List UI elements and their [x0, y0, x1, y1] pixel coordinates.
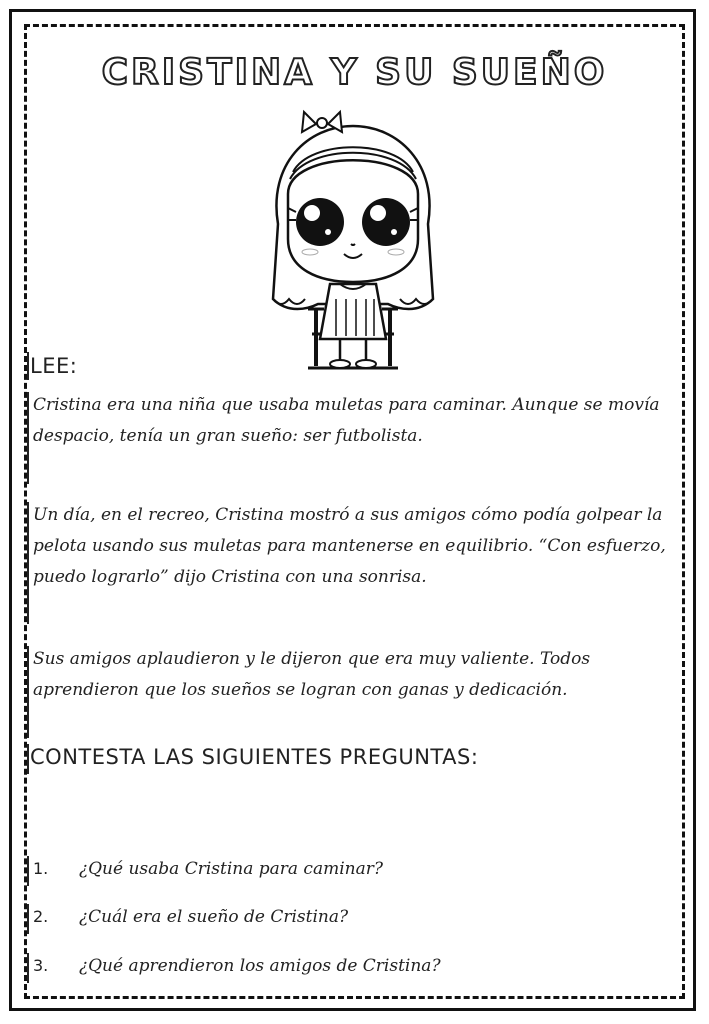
paragraph-1: Cristina era una niña que usaba muletas para caminar. Aunque se movía despacio, tenía un gran sueño: ser futbolista. [33, 395, 660, 446]
paragraph-3: Sus amigos aplaudieron y le dijeron que era muy valiente. Todos aprendieron que los sueños se logran con ganas y dedicación. [33, 649, 591, 700]
question-2 [33, 907, 673, 927]
question-number: 3. [33, 956, 49, 975]
paragraph-2: Un día, en el recreo, Cristina mostró a sus amigos cómo podía golpear la pelota usando sus muletas para mantenerse en equilibrio. “Con esfuerzo, puedo lograrlo” dijo Cristina con una sonrisa. [33, 505, 666, 587]
margin-bar [27, 744, 29, 774]
question-text: ¿Qué aprendieron los amigos de Cristina? [79, 956, 441, 976]
margin-bar [27, 392, 29, 484]
margin-bar [27, 856, 29, 886]
margin-bar [27, 352, 29, 380]
question-1 [33, 859, 673, 879]
question-text: ¿Cuál era el sueño de Cristina? [79, 907, 349, 927]
margin-bar [27, 646, 29, 738]
read-heading: LEE: [30, 354, 78, 378]
margin-bar [27, 953, 29, 983]
question-number: 1. [33, 859, 49, 878]
question-text: ¿Qué usaba Cristina para caminar? [79, 859, 383, 879]
girl-illustration [248, 104, 458, 376]
page-title: CRISTINA Y SU SUEÑO [101, 52, 608, 93]
question-number: 2. [33, 907, 49, 926]
question-3 [33, 956, 673, 976]
questions-heading: CONTESTA LAS SIGUIENTES PREGUNTAS: [30, 745, 479, 769]
margin-bar [27, 904, 29, 934]
margin-bar [27, 502, 29, 624]
